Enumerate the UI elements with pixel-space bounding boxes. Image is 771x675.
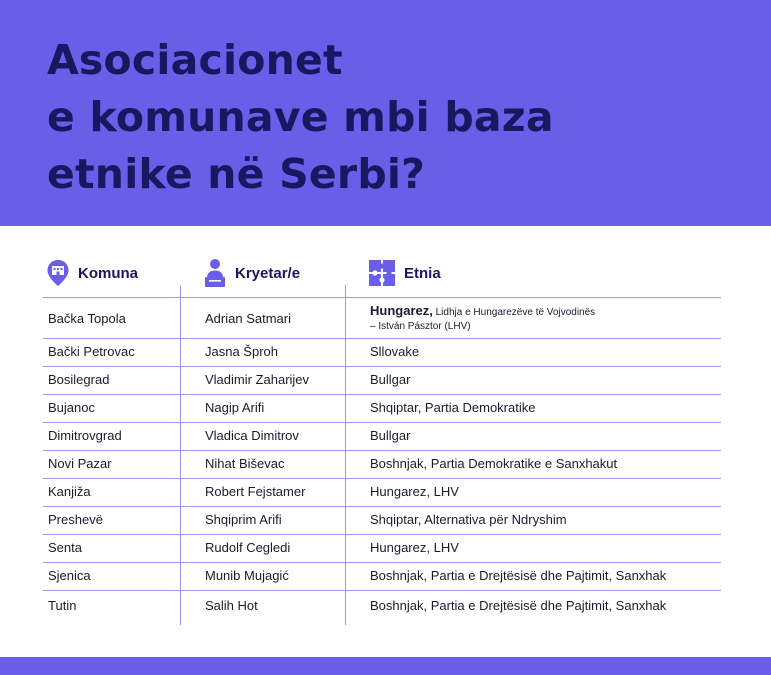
row-divider	[43, 297, 721, 298]
cell-komuna: Bačka Topola	[48, 311, 126, 326]
row-divider	[43, 422, 721, 423]
title-line-2: e komunave mbi baza	[47, 93, 554, 141]
cell-etnia: Hungarez, LHV	[370, 484, 459, 499]
row-divider	[43, 394, 721, 395]
column-header-kryetar	[203, 257, 300, 289]
cell-kryetar: Nagip Arifi	[205, 400, 265, 415]
cell-kryetar: Adrian Satmari	[205, 311, 291, 326]
cell-kryetar: Munib Mujagić	[205, 568, 289, 583]
location-pin-building-icon	[46, 259, 70, 287]
cell-komuna: Kanjiža	[48, 484, 91, 499]
cell-kryetar: Shqiprim Arifi	[205, 512, 282, 527]
cell-etnia: Boshnjak, Partia e Drejtësisë dhe Pajtimit, Sanxhak	[370, 568, 667, 583]
row-divider	[43, 562, 721, 563]
column-header-etnia	[368, 257, 441, 289]
cell-etnia: Bullgar	[370, 372, 411, 387]
cell-komuna: Tutin	[48, 598, 77, 613]
row-divider	[43, 506, 721, 507]
cell-etnia: Sllovake	[370, 344, 420, 359]
cell-etnia: Shqiptar, Partia Demokratike	[370, 400, 536, 415]
cell-komuna: Senta	[48, 540, 82, 555]
row-divider	[43, 478, 721, 479]
column-divider	[345, 285, 346, 625]
cell-kryetar: Vladica Dimitrov	[205, 428, 299, 443]
cell-etnia: Boshnjak, Partia e Drejtësisë dhe Pajtimit, Sanxhak	[370, 598, 667, 613]
cell-kryetar: Salih Hot	[205, 598, 258, 613]
column-divider	[180, 285, 181, 625]
puzzle-icon	[368, 259, 396, 287]
cell-kryetar: Robert Fejstamer	[205, 484, 306, 499]
row-divider	[43, 450, 721, 451]
column-header-komuna	[46, 257, 138, 289]
cell-etnia-detail: Lidhja e Hungarezëve të Vojvodinës	[432, 307, 596, 318]
cell-komuna: Bački Petrovac	[48, 344, 135, 359]
row-divider	[43, 338, 721, 339]
cell-kryetar: Jasna Šproh	[205, 344, 278, 359]
page-title	[47, 32, 554, 203]
title-line-1: Asociacionet	[47, 36, 343, 84]
cell-etnia-main: Hungarez,	[370, 303, 433, 318]
cell-etnia: Boshnjak, Partia Demokratike e Sanxhakut	[370, 456, 618, 471]
footer-bar	[0, 657, 771, 675]
person-podium-icon	[203, 258, 227, 288]
column-label-etnia: Etnia	[404, 264, 441, 282]
cell-kryetar: Vladimir Zaharijev	[205, 372, 310, 387]
column-label-komuna: Komuna	[78, 264, 138, 282]
cell-kryetar: Rudolf Cegledi	[205, 540, 291, 555]
cell-komuna: Dimitrovgrad	[48, 428, 122, 443]
cell-etnia: Bullgar	[370, 428, 411, 443]
header-banner	[0, 0, 771, 226]
cell-kryetar: Nihat Biševac	[205, 456, 285, 471]
cell-komuna: Novi Pazar	[48, 456, 112, 471]
cell-etnia-line2: – István Pásztor (LHV)	[370, 321, 471, 332]
row-divider	[43, 366, 721, 367]
column-label-kryetar: Kryetar/e	[235, 264, 301, 282]
row-divider	[43, 590, 721, 591]
cell-komuna: Bosilegrad	[48, 372, 110, 387]
row-divider	[43, 534, 721, 535]
cell-etnia: Hungarez, LHV	[370, 540, 459, 555]
title-line-3: etnike në Serbi?	[47, 150, 426, 198]
cell-komuna: Sjenica	[48, 568, 91, 583]
cell-etnia: Shqiptar, Alternativa për Ndryshim	[370, 512, 567, 527]
cell-komuna: Bujanoc	[48, 400, 95, 415]
cell-komuna: Preshevë	[48, 512, 103, 527]
